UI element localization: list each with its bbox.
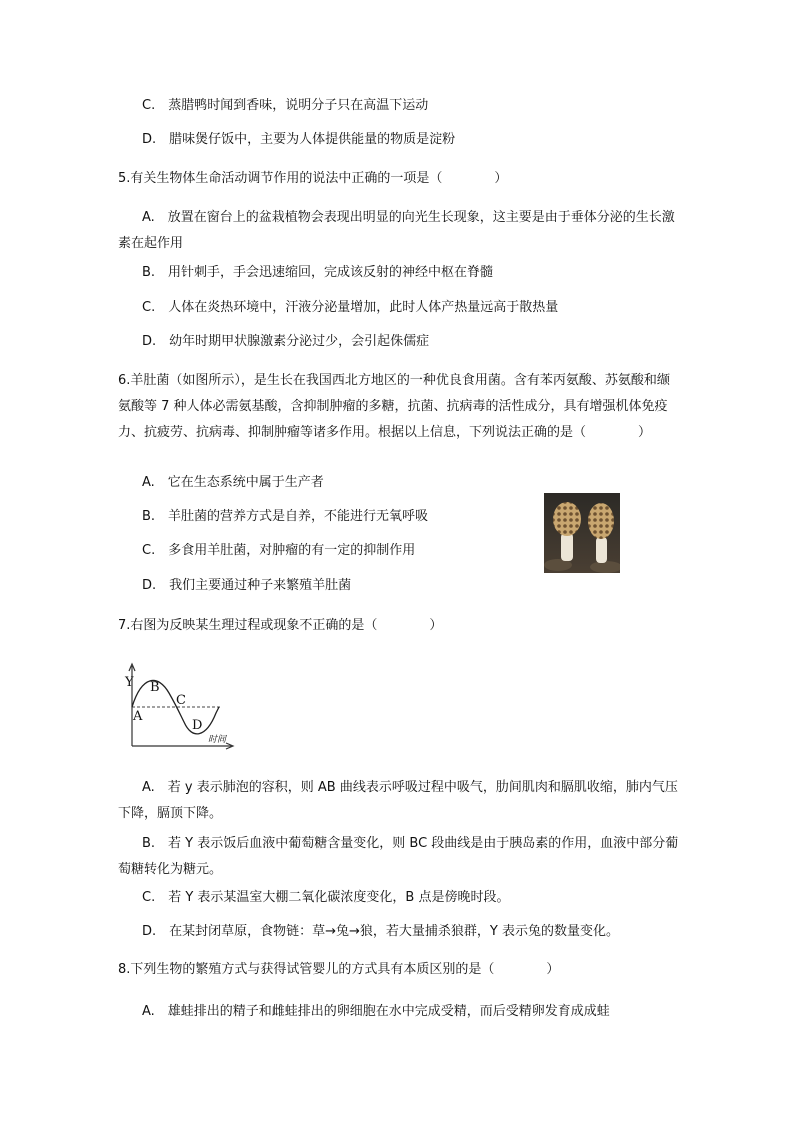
q5-option-b: B. 用针刺手，手会迅速缩回，完成该反射的神经中枢在脊髓 [142,265,494,280]
q6-option-c: C. 多食用羊肚菌，对肿瘤的有一定的抑制作用 [142,543,416,558]
q5-option-d: D. 幼年时期甲状腺激素分泌过少，会引起侏儒症 [142,334,430,349]
q7-option-b: B. 若 Y 表示饭后血液中葡萄糖含量变化，则 BC 段曲线是由于胰岛素的作用，血液中部分葡萄糖转化为糖元。 [118,836,679,877]
q6-option-a: A. 它在生态系统中属于生产者 [142,475,324,490]
point-b-label: B [150,680,160,695]
q7-stem: 7.右图为反映某生理过程或现象不正确的是（ ） [118,618,443,633]
q7-option-a: A. 若 y 表示肺泡的容积，则 AB 曲线表示呼吸过程中吸气，肋间肌肉和膈肌收缩，肺内气压下降，膈顶下降。 [118,780,678,821]
q8-stem: 8.下列生物的繁殖方式与获得试管婴儿的方式具有本质区别的是（ ） [118,962,560,977]
q4-option-c: C. 蒸腊鸭时闻到香味，说明分子只在高温下运动 [142,98,429,113]
q5-option-a: A. 放置在窗台上的盆栽植物会表现出明显的向光生长现象，这主要是由于垂体分泌的生长激素在起作用 [118,210,675,251]
point-c-label: C [176,693,186,708]
q6-stem: 6.羊肚菌（如图所示），是生长在我国西北方地区的一种优良食用菌。含有苯丙氨酸、苏氨酸和缬氨酸等 7 种人体必需氨基酸，含抑制肿瘤的多糖，抗菌、抗病毒的活性成分，具有增强机体免疫力、抗疲劳、抗病毒、抑制肿瘤等诸多作用。根据以上信息，下列说法正确的是（ ） [118,373,670,440]
q8-option-a: A. 雄蛙排出的精子和雌蛙排出的卵细胞在水中完成受精，而后受精卵发育成成蛙 [142,1004,610,1019]
x-axis-label: 时间 [208,735,227,745]
morel-mushroom-photo [544,493,620,573]
q7-option-d: D. 在某封闭草原，食物链：草→兔→狼，若大量捕杀狼群，Y 表示兔的数量变化。 [142,924,620,939]
q6-option-b: B. 羊肚菌的营养方式是自养，不能进行无氧呼吸 [142,509,429,524]
q7-curve-graph [120,660,240,752]
q5-stem: 5.有关生物体生命活动调节作用的说法中正确的一项是（ ） [118,171,508,186]
y-axis-label: Y [125,675,134,690]
point-d-label: D [192,718,203,733]
point-a-label: A [133,709,143,724]
q6-option-d: D. 我们主要通过种子来繁殖羊肚菌 [142,578,352,593]
q5-option-c: C. 人体在炎热环境中，汗液分泌量增加，此时人体产热量远高于散热量 [142,300,559,315]
q4-option-d: D. 腊味煲仔饭中，主要为人体提供能量的物质是淀粉 [142,132,456,147]
q7-option-c: C. 若 Y 表示某温室大棚二氧化碳浓度变化，B 点是傍晚时段。 [142,890,510,905]
